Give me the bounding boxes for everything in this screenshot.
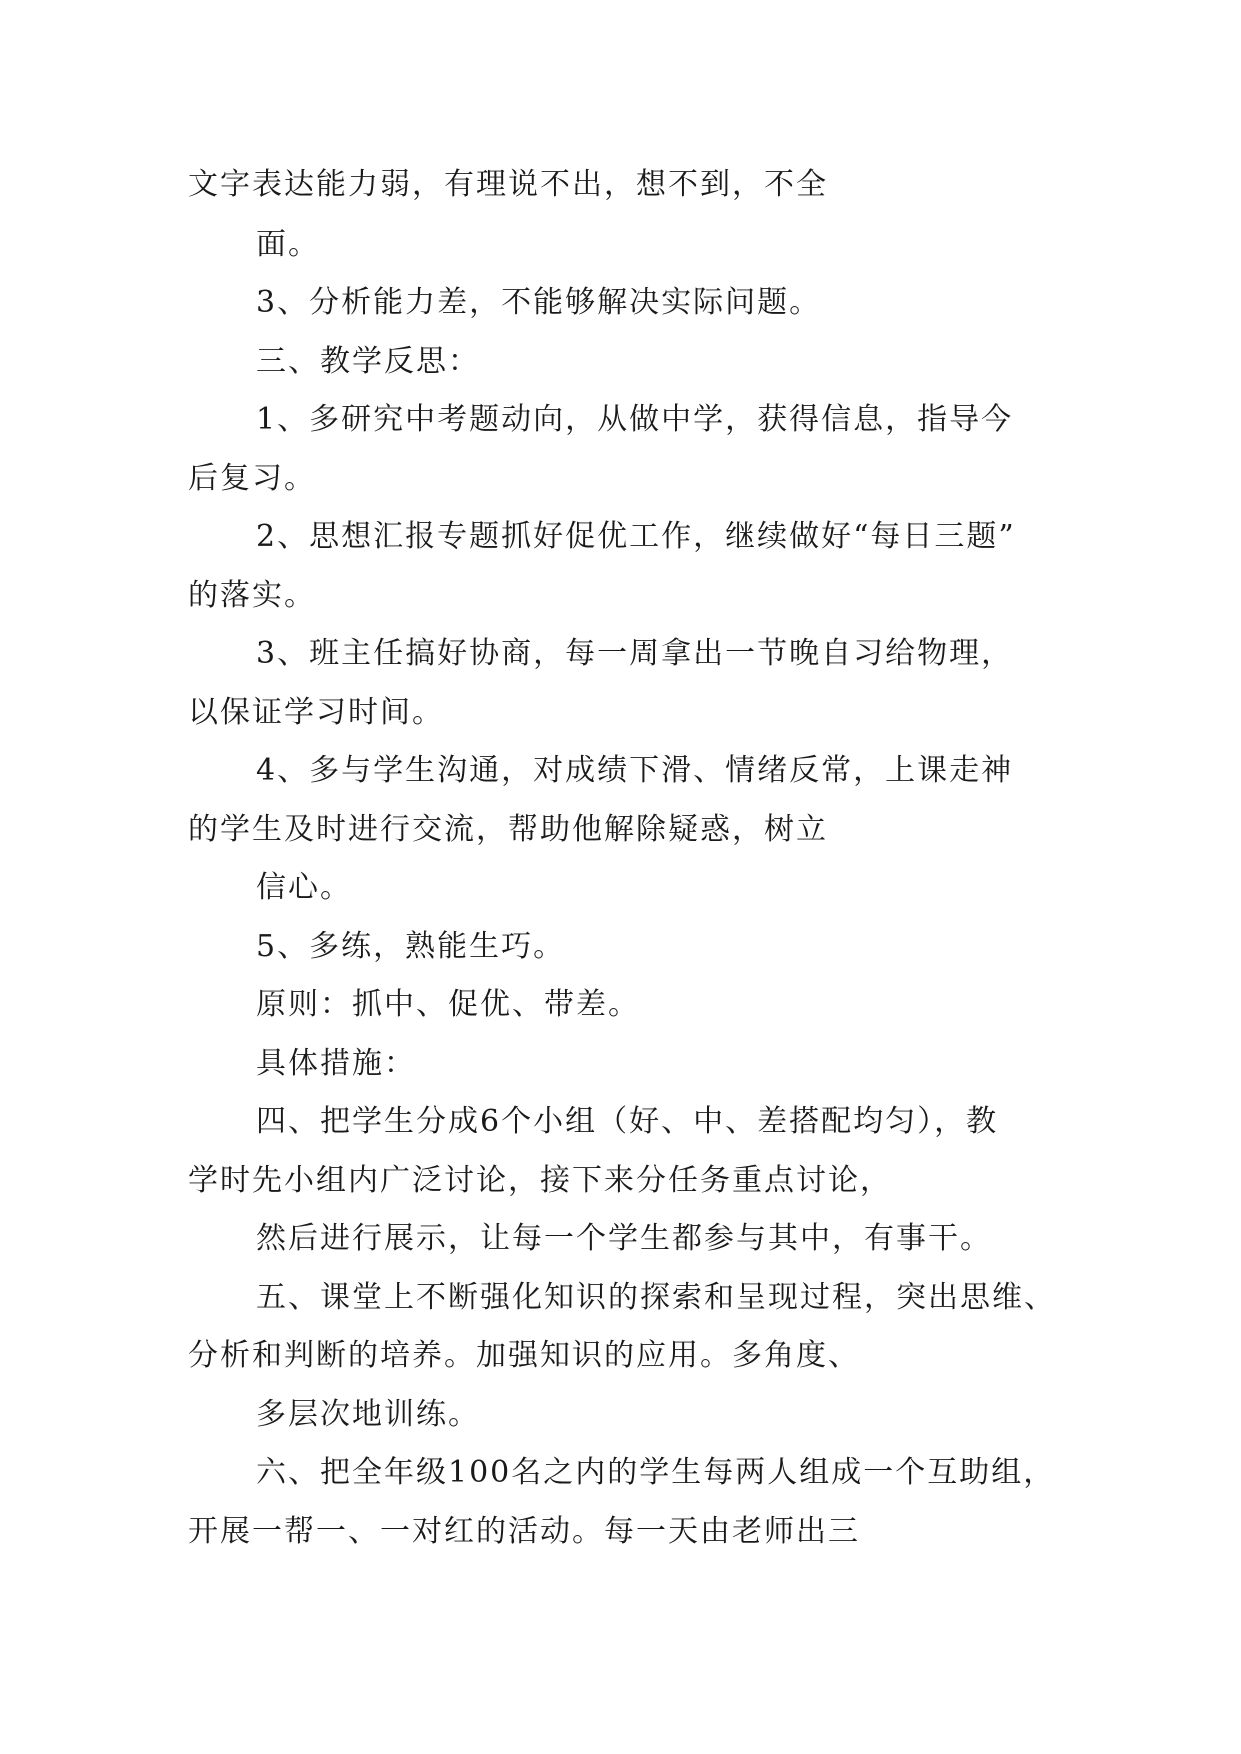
text-line: 六、把全年级100名之内的学生每两人组成一个互助组， — [256, 1455, 1056, 1490]
text-line: 3、分析能力差，不能够解决实际问题。 — [256, 285, 822, 320]
section-heading: 三、教学反思： — [256, 344, 480, 379]
text-line: 的落实。 — [188, 578, 316, 613]
text-line: 3、班主任搞好协商，每一周拿出一节晚自习给物理， — [256, 636, 1014, 671]
text-line: 面。 — [256, 227, 320, 262]
text-line: 原则：抓中、促优、带差。 — [256, 987, 640, 1022]
text-line: 5、多练，熟能生巧。 — [256, 929, 566, 964]
text-line: 开展一帮一、一对红的活动。每一天由老师出三 — [188, 1514, 860, 1549]
text-line: 文字表达能力弱，有理说不出，想不到，不全 — [188, 167, 828, 202]
text-line: 学时先小组内广泛讨论，接下来分任务重点讨论， — [188, 1163, 892, 1198]
text-line: 具体措施： — [256, 1046, 416, 1081]
text-line: 然后进行展示，让每一个学生都参与其中，有事干。 — [256, 1221, 992, 1256]
text-line: 2、思想汇报专题抓好促优工作，继续做好“每日三题” — [256, 519, 1016, 554]
text-line: 五、课堂上不断强化知识的探索和呈现过程，突出思维、 — [256, 1280, 1056, 1315]
text-line: 的学生及时进行交流，帮助他解除疑惑，树立 — [188, 812, 828, 847]
text-line: 4、多与学生沟通，对成绩下滑、情绪反常，上课走神 — [256, 753, 1014, 788]
text-line: 信心。 — [256, 870, 352, 905]
text-line: 多层次地训练。 — [256, 1397, 480, 1432]
text-line: 后复习。 — [188, 461, 316, 496]
text-line: 以保证学习时间。 — [188, 695, 444, 730]
text-line: 1、多研究中考题动向，从做中学，获得信息，指导今 — [256, 402, 1014, 437]
text-line: 四、把学生分成6个小组（好、中、差搭配均匀），教 — [256, 1104, 999, 1139]
text-line: 分析和判断的培养。加强知识的应用。多角度、 — [188, 1338, 860, 1373]
